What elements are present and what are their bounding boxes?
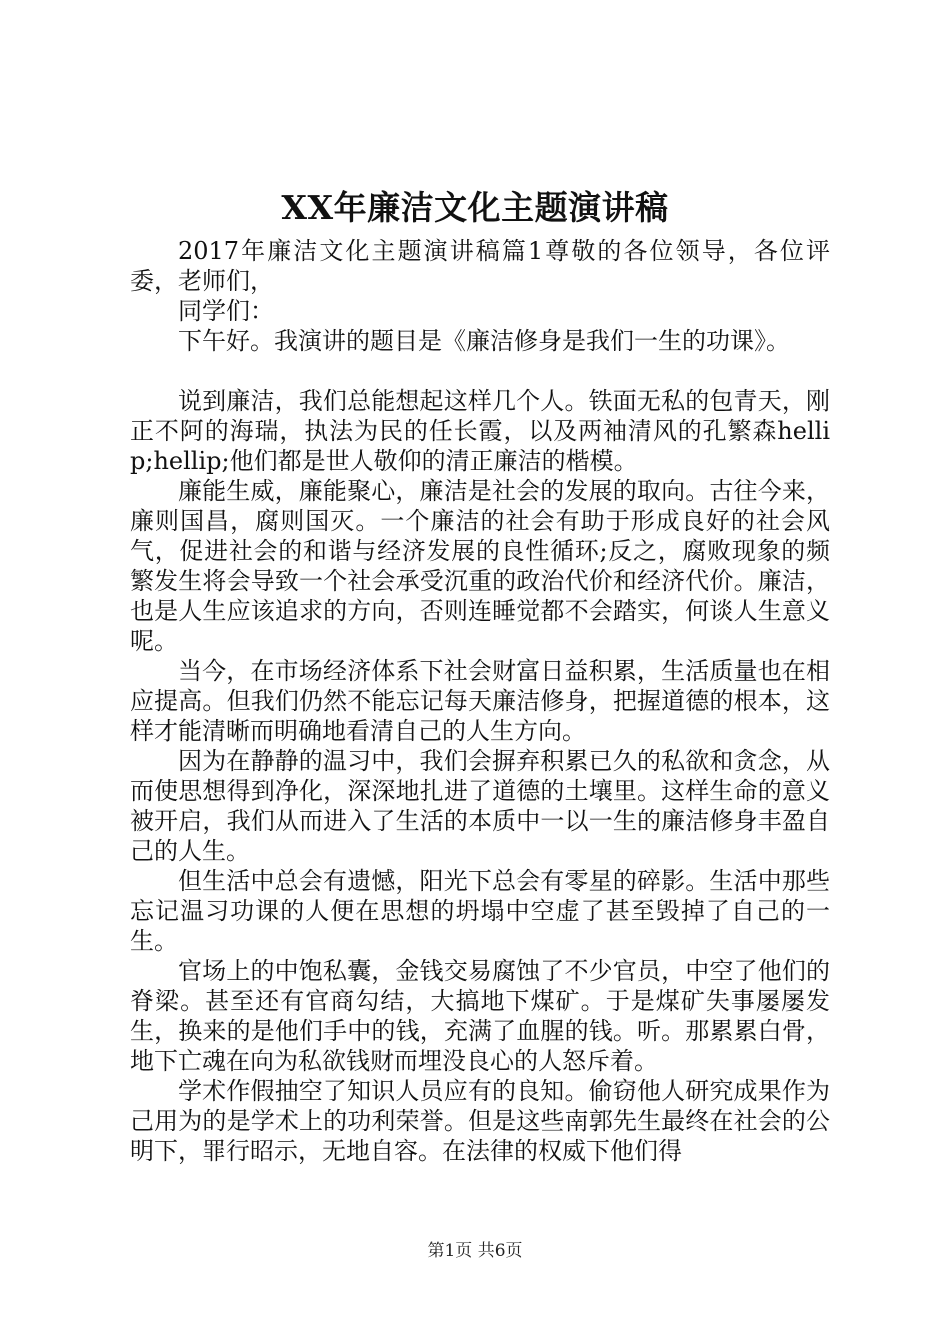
paragraph: 官场上的中饱私囊，金钱交易腐蚀了不少官员，中空了他们的脊梁。甚至还有官商勾结，大搞地下煤矿。于是煤矿失事屡屡发生，换来的是他们手中的钱，充满了血腥的钱。听。那累累白骨，地下亡魂在向为私欲钱财而埋没良心的人怒斥着。 bbox=[130, 957, 830, 1075]
document-title: XX年廉洁文化主题演讲稿 bbox=[281, 188, 669, 227]
blank-line bbox=[130, 356, 830, 386]
paragraph: 但生活中总会有遗憾，阳光下总会有零星的碎影。生活中那些忘记温习功课的人便在思想的坍塌中空虚了甚至毁掉了自己的一生。 bbox=[130, 867, 830, 955]
paragraph: 当今，在市场经济体系下社会财富日益积累，生活质量也在相应提高。但我们仍然不能忘记每天廉洁修身，把握道德的根本，这样才能清晰而明确地看清自己的人生方向。 bbox=[130, 657, 830, 745]
paragraph: 同学们： bbox=[178, 297, 274, 325]
paragraph: 因为在静静的温习中，我们会摒弃积累已久的私欲和贪念，从而使思想得到净化，深深地扎进了道德的土壤里。这样生命的意义被开启，我们从而进入了生活的本质中一以一生的廉洁修身丰盈自己的人生。 bbox=[130, 747, 830, 865]
page-footer: 第1页 共6页 bbox=[427, 1241, 523, 1261]
paragraph: 下午好。我演讲的题目是《廉洁修身是我们一生的功课》。 bbox=[178, 327, 790, 355]
paragraph: 学术作假抽空了知识人员应有的良知。偷窃他人研究成果作为己用为的是学术上的功利荣誉。但是这些南郭先生最终在社会的公明下，罪行昭示，无地自容。在法律的权威下他们得 bbox=[130, 1077, 830, 1165]
paragraph: 说到廉洁，我们总能想起这样几个人。铁面无私的包青天，刚正不阿的海瑞，执法为民的任长霞，以及两袖清风的孔繁森hellip;hellip;他们都是世人敬仰的清正廉洁的楷模。 bbox=[130, 387, 830, 475]
document-body bbox=[130, 236, 830, 1166]
paragraph: 2017年廉洁文化主题演讲稿篇1尊敬的各位领导，各位评委，老师们， bbox=[130, 237, 830, 295]
paragraph: 廉能生威，廉能聚心，廉洁是社会的发展的取向。古往今来，廉则国昌，腐则国灭。一个廉洁的社会有助于形成良好的社会风气，促进社会的和谐与经济发展的良性循环;反之，腐败现象的频繁发生将会导致一个社会承受沉重的政治代价和经济代价。廉洁，也是人生应该追求的方向，否则连睡觉都不会踏实，何谈人生意义呢。 bbox=[130, 477, 830, 655]
